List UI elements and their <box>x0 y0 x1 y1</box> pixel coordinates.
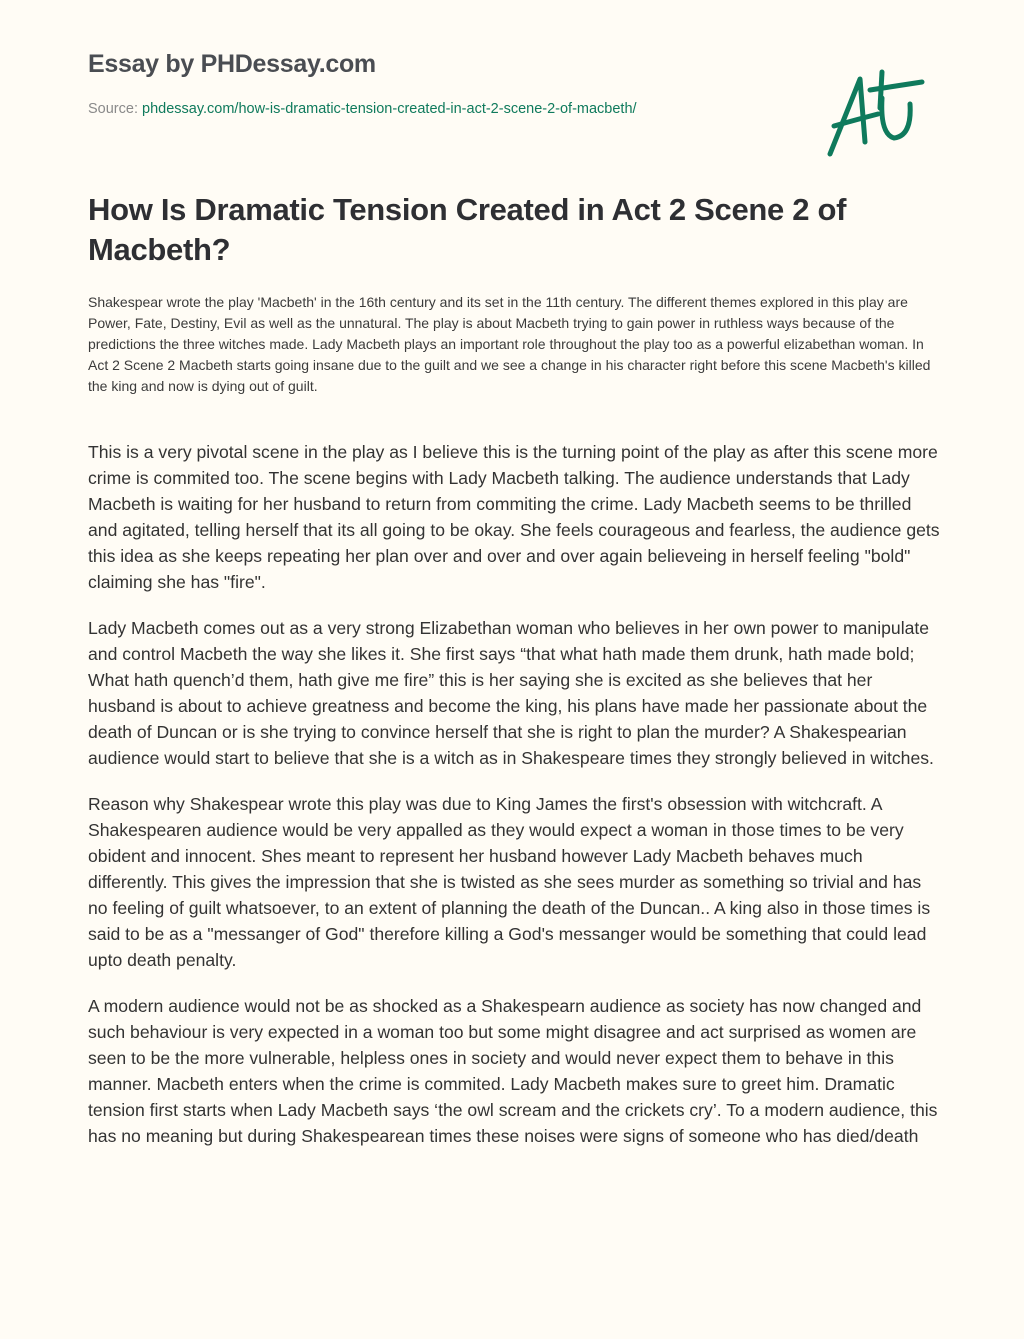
site-brand: Essay by PHDessay.com <box>88 50 376 78</box>
essay-title: How Is Dramatic Tension Created in Act 2 Scene 2 of Macbeth? <box>88 192 847 267</box>
essay-paragraph: A modern audience would not be as shocked as a Shakespearn audience as society has now changed and such behaviour is very expected in a woman too but some might disagree and act surprised as women are seen to be the more vulnerable, helpless ones in society and would never expect them to behave in this manner. Macbeth enters when the crime is commited. Lady Macbeth makes sure to greet him. Dramatic tension first starts when Lady Macbeth says ‘the owl scream and the crickets cry’. To a modern audience, this has no meaning but during Shakespearean times these noises were signs of someone who has died/death <box>88 996 938 1146</box>
essay-body <box>88 439 940 1291</box>
essay-paragraph: Lady Macbeth comes out as a very strong Elizabethan woman who believes in her own power to manipulate and control Macbeth the way she likes it. She first says “that what hath made them drunk, hath made bold; What hath quench’d them, hath give me fire” this is her saying she is excited as she believes that her husband is about to achieve greatness and become the king, his plans have made her passionate about the death of Duncan or is she trying to convince herself that she is right to plan the murder? A Shakespearian audience would start to believe that she is a witch as in Shakespeare times they strongly believed in witches. <box>88 618 934 768</box>
essay-paragraph: Reason why Shakespear wrote this play was due to King James the first's obsession with witchcraft. A Shakespearen audience would be very appalled as they would expect a woman in those times to be very obident and innocent. Shes meant to represent her husband however Lady Macbeth behaves much differently. This gives the impression that she is twisted as she sees murder as something so trivial and has no feeling of guilt whatsoever, to an extent of planning the death of the Duncan.. A king also in those times is said to be as a "messanger of God" therefore killing a God's messanger would be something that could lead upto death penalty. <box>88 794 931 970</box>
essay-intro: Shakespear wrote the play 'Macbeth' in the 16th century and its set in the 11th century. The different themes explored in this play are Power, Fate, Destiny, Evil as well as the unnatural. The play is about Macbeth trying to gain power in ruthless ways because of the predictions the three witches made. Lady Macbeth plays an important role throughout the play too as a powerful elizabethan woman. In Act 2 Scene 2 Macbeth starts going insane due to the guilt and we see a change in his character right before this scene Macbeth's killed the king and now is dying out of guilt. <box>88 294 931 394</box>
source-link[interactable]: phdessay.com/how-is-dramatic-tension-created-in-act-2-scene-2-of-macbeth/ <box>142 101 637 117</box>
a-plus-logo-icon <box>820 64 930 164</box>
source-line <box>88 101 637 117</box>
source-label: Source: <box>88 101 138 117</box>
essay-paragraph: This is a very pivotal scene in the play as I believe this is the turning point of the play as after this scene more crime is commited too. The scene begins with Lady Macbeth talking. The audience understands that Lady Macbeth is waiting for her husband to return from commiting the crime. Lady Macbeth seems to be thrilled and agitated, telling herself that its all going to be okay. She feels courageous and fearless, the audience gets this idea as she keeps repeating her plan over and over and over again believeing in herself feeling "bold" claiming she has "fire". <box>88 442 940 592</box>
